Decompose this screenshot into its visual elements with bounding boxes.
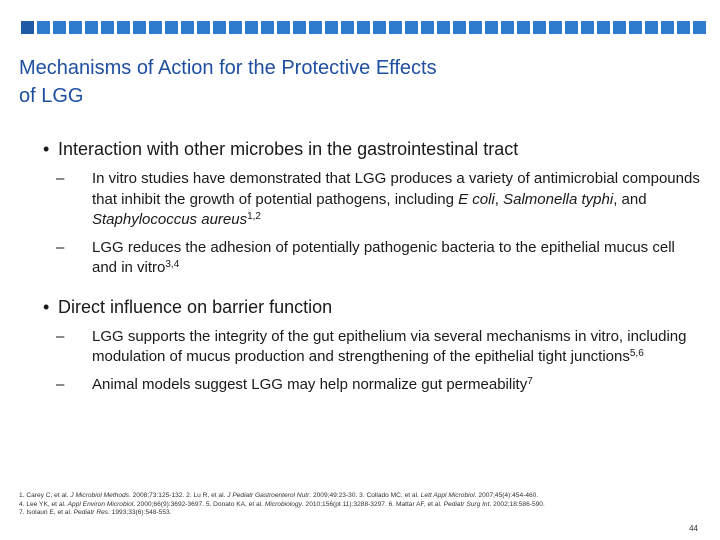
sub-bullet-text: In vitro studies have demonstrated that LGG produces a variety of antimicrobial compounds that inhibit the growth of potential pathogens, including [92,170,700,208]
journal-name: J Pediatr Gastroenterol Nutr [227,492,310,499]
citation: 5,6 [629,348,644,359]
slide-body [43,137,703,402]
species-staphylococcus: Staphylococcus aureus [92,211,248,228]
header-square [677,21,690,34]
header-square [261,21,274,34]
journal-name: Lett Appl Microbiol [420,492,475,499]
header-square [213,21,226,34]
reference-line [19,501,689,510]
reference-line [19,509,689,518]
header-square [309,21,322,34]
header-square [245,21,258,34]
header-square [101,21,114,34]
sub-bullet-adhesion [56,238,703,279]
reference-text: . 2007;45(4):454-460. [474,492,539,499]
dash-icon: – [56,238,65,256]
reference-text: . 2009;49:23-30. 3. Collado MC, et al. [309,492,421,499]
sub-bullet-epithelium [56,327,703,368]
separator: , [494,190,504,208]
header-square [53,21,66,34]
reference-text: 7. Isolauri E, et al. [19,509,74,517]
dash-icon: – [56,170,65,187]
reference-text: 1. Carey C, et al. [19,492,71,499]
journal-name: Appl Environ Microbiol [67,500,134,508]
reference-line [19,492,689,501]
species-salmonella: Salmonella typhi [503,190,614,208]
references [19,492,689,518]
header-square [149,21,162,34]
journal-name: Pediatr Res [73,509,109,517]
bullet-text: Interaction with other microbes in the gastrointestinal tract [58,139,519,159]
sub-bullet-antimicrobial [56,169,703,231]
sub-bullet-text: LGG reduces the adhesion of potentially pathogenic bacteria to the epithelial mucus cell and in vitro [92,238,675,276]
reference-text: . 1993;33(6):548-553. [108,509,172,517]
header-square [229,21,242,34]
header-square [85,21,98,34]
sub-bullet-permeability [56,375,703,396]
citation: 3,4 [165,259,180,270]
title-line-2: of LGG [19,85,84,107]
header-square [341,21,354,34]
header-squares [21,21,706,34]
header-square [453,21,466,34]
bullet-dot-icon: • [43,296,50,317]
header-square [421,21,434,34]
dash-icon: – [56,327,65,345]
reference-text: . 2002;18:586-590. [489,500,545,508]
header-square [517,21,530,34]
header-square [437,21,450,34]
header-square [69,21,82,34]
slide-title [19,54,619,110]
bullet-dot-icon: • [43,139,50,159]
header-square [533,21,546,34]
header-square [661,21,674,34]
journal-name: J Microbiol Methods [70,492,129,499]
header-square [389,21,402,34]
dash-icon: – [56,375,65,393]
sub-bullet-text: LGG supports the integrity of the gut epithelium via several mechanisms in vitro, including modulation of mucus production and strengthening of the epithelial tight junctions [92,327,687,365]
separator: , and [613,190,647,208]
header-square [21,21,34,34]
reference-text: . 2008;73:125-132. 2. Lu R, et al. [128,492,228,499]
reference-text: . 2000;66(9):3692-3697. 5. Donato KA, et al. [133,500,265,508]
bullet-text: Direct influence on barrier function [58,296,333,317]
header-square [613,21,626,34]
journal-name: Microbiology [264,500,302,508]
sub-bullet-text: Animal models suggest LGG may help normalize gut permeability [92,375,528,393]
header-square [565,21,578,34]
header-square [373,21,386,34]
header-square [197,21,210,34]
header-square [549,21,562,34]
header-square [181,21,194,34]
header-square [117,21,130,34]
header-square [277,21,290,34]
header-square [501,21,514,34]
header-square [325,21,338,34]
header-square [645,21,658,34]
header-square [357,21,370,34]
header-square [165,21,178,34]
citation: 1,2 [247,211,261,222]
header-square [37,21,50,34]
header-square [597,21,610,34]
journal-name: Pediatr Surg Int [443,500,490,508]
title-line-1: Mechanisms of Action for the Protective Effects [19,57,437,79]
reference-text: . 2010;156(pt 11):3288-3297. 6. Mattar AF, et al. [301,500,444,508]
reference-text: 4. Lee YK, et al. [19,500,68,508]
header-square [133,21,146,34]
header-square [485,21,498,34]
bullet-barrier-function [43,295,703,320]
header-square [293,21,306,34]
citation: 7 [527,375,533,387]
header-square [405,21,418,34]
header-square [469,21,482,34]
header-square [693,21,706,34]
header-square [581,21,594,34]
species-e-coli: E coli [458,190,495,208]
page-number: 44 [689,524,698,533]
header-square [629,21,642,34]
bullet-microbe-interaction [43,137,703,162]
